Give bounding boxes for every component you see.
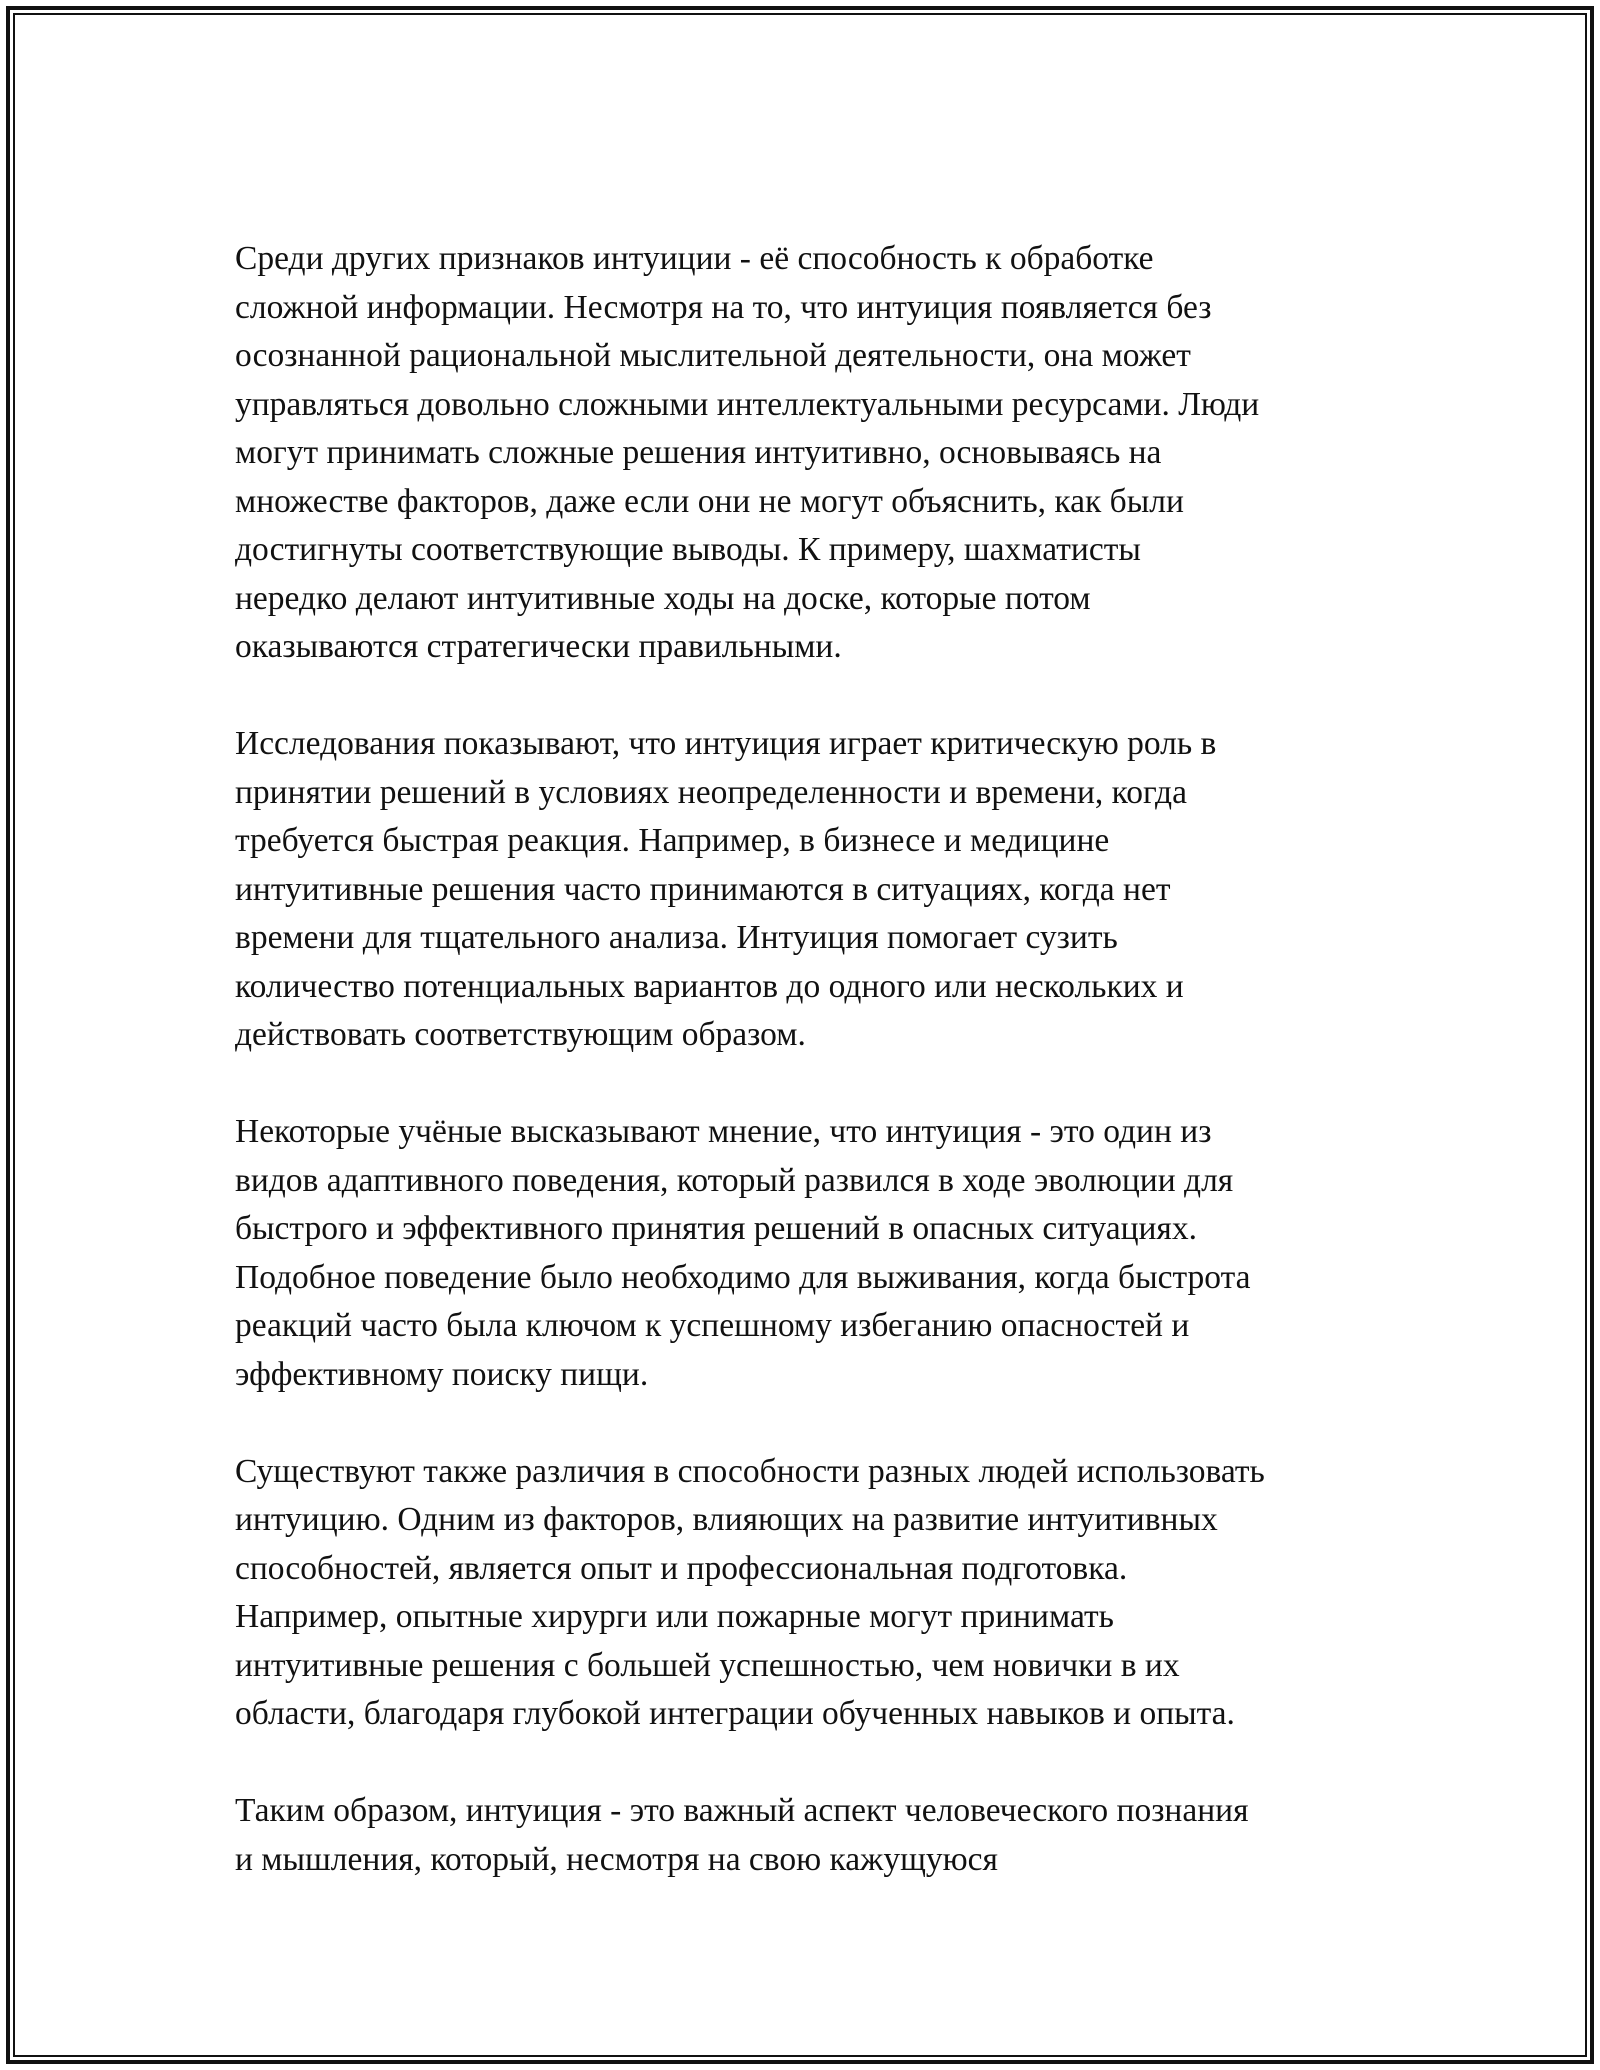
paragraph-5	[235, 1787, 1395, 1884]
paragraph-4	[235, 1448, 1395, 1739]
paragraph-1	[235, 235, 1395, 672]
text-line: быстрого и эффективного принятия решений в опасных ситуациях.	[235, 1210, 1197, 1247]
text-line: Некоторые учёные высказывают мнение, что интуиция - это один из	[235, 1113, 1212, 1150]
text-line: и мышления, который, несмотря на свою кажущуюся	[235, 1840, 998, 1878]
text-line: достигнуты соответствующие выводы. К примеру, шахматисты	[235, 531, 1141, 568]
text-line: времени для тщательного анализа. Интуиция помогает сузить	[235, 919, 1118, 956]
text-line: способностей, является опыт и профессиональная подготовка.	[235, 1549, 1128, 1587]
text-line: оказываются стратегически правильными.	[235, 628, 842, 665]
text-line: Среди других признаков интуиции - её способность к обработке	[235, 240, 1154, 277]
text-line: управляться довольно сложными интеллектуальными ресурсами. Люди	[235, 385, 1260, 423]
text-line: интуитивные решения часто принимаются в ситуациях, когда нет	[235, 870, 1171, 908]
text-line: действовать соответствующим образом.	[235, 1016, 806, 1053]
text-line: Подобное поведение было необходимо для выживания, когда быстрота	[235, 1258, 1251, 1296]
text-line: осознанной рациональной мыслительной деятельности, она может	[235, 337, 1191, 374]
paragraph-2	[235, 720, 1395, 1060]
text-line: интуитивные решения с большей успешностью, чем новички в их	[235, 1646, 1180, 1684]
text-line: требуется быстрая реакция. Например, в бизнесе и медицине	[235, 822, 1110, 859]
text-line: интуицию. Одним из факторов, влияющих на развитие интуитивных	[235, 1501, 1218, 1538]
text-line: Существуют также различия в способности разных людей использовать	[235, 1452, 1265, 1490]
text-line: принятии решений в условиях неопределенности и времени, когда	[235, 773, 1187, 811]
document-body	[235, 235, 1395, 1933]
text-line: сложной информации. Несмотря на то, что интуиция появляется без	[235, 288, 1212, 326]
text-line: количество потенциальных вариантов до одного или нескольких и	[235, 967, 1184, 1005]
text-line: Например, опытные хирурги или пожарные могут принимать	[235, 1598, 1114, 1635]
paragraph-3	[235, 1108, 1395, 1399]
text-line: множестве факторов, даже если они не могут объяснить, как были	[235, 482, 1184, 520]
text-line: нередко делают интуитивные ходы на доске, которые потом	[235, 579, 1091, 617]
text-line: Таким образом, интуиция - это важный аспект человеческого познания	[235, 1792, 1249, 1829]
text-line: Исследования показывают, что интуиция играет критическую роль в	[235, 725, 1217, 762]
text-line: видов адаптивного поведения, который развился в ходе эволюции для	[235, 1161, 1234, 1199]
text-line: реакций часто была ключом к успешному избеганию опасностей и	[235, 1307, 1190, 1344]
text-line: области, благодаря глубокой интеграции обученных навыков и опыта.	[235, 1695, 1235, 1732]
text-line: эффективному поиску пищи.	[235, 1355, 649, 1393]
text-line: могут принимать сложные решения интуитивно, основываясь на	[235, 434, 1162, 471]
